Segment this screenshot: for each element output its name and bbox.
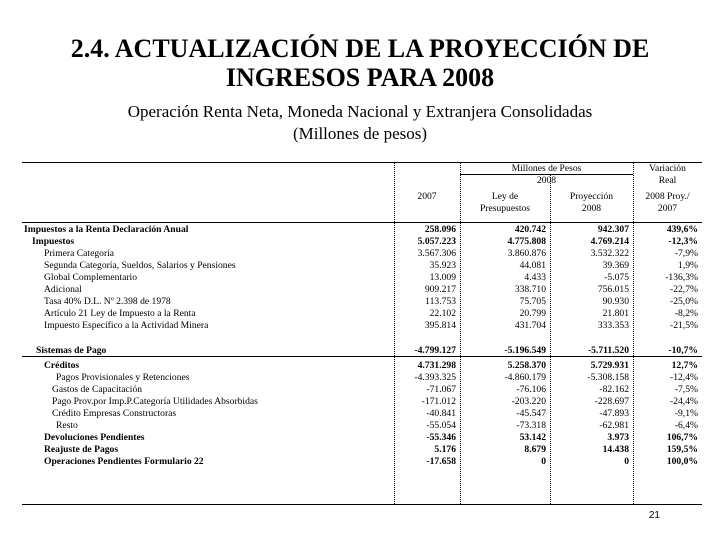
cell-var: -12,4% xyxy=(670,372,698,383)
cell-var: -9,1% xyxy=(674,408,698,419)
header-proy-2: 2008 xyxy=(581,203,602,214)
cell-2007: 4.731.298 xyxy=(417,360,456,371)
table-row xyxy=(22,444,702,456)
row-label: Créditos xyxy=(44,360,80,371)
cell-ley: -5.196.549 xyxy=(504,345,546,356)
row-label: Pagos Provisionales y Retenciones xyxy=(56,372,190,383)
cell-var: 106,7% xyxy=(666,432,698,443)
cell-ley: 44.081 xyxy=(519,260,546,271)
table-row xyxy=(22,345,702,357)
cell-ley: 338.710 xyxy=(514,284,546,295)
row-label: Operaciones Pendientes Formulario 22 xyxy=(44,456,204,467)
cell-2007: 5.176 xyxy=(434,444,456,455)
table-row xyxy=(22,224,702,236)
cell-proy: -5.711.520 xyxy=(587,345,629,356)
cell-var: -8,2% xyxy=(674,308,698,319)
cell-ley: 5.258.370 xyxy=(507,360,546,371)
cell-var: -21,5% xyxy=(670,320,698,331)
cell-proy: 5.729.931 xyxy=(590,360,629,371)
income-table xyxy=(22,162,702,505)
cell-2007: -4.393.325 xyxy=(414,372,456,383)
cell-2007: -17.658 xyxy=(426,456,456,467)
cell-proy: -5.308.158 xyxy=(587,372,629,383)
table-row xyxy=(22,408,702,420)
cell-proy: 14.438 xyxy=(602,444,629,455)
table-row xyxy=(22,248,702,260)
cell-proy: -228.697 xyxy=(594,396,629,407)
cell-ley: 431.704 xyxy=(514,320,546,331)
cell-proy: 942.307 xyxy=(597,224,629,235)
cell-var: -10,7% xyxy=(668,345,698,356)
cell-2007: 35.923 xyxy=(429,260,456,271)
header-var-2: 2007 xyxy=(657,203,678,214)
header-proy-1: Proyección xyxy=(569,191,614,202)
cell-ley: 4.433 xyxy=(524,272,546,283)
cell-2007: -71.067 xyxy=(426,384,456,395)
row-label: Devoluciones Pendientes xyxy=(44,432,145,443)
cell-var: 100,0% xyxy=(666,456,698,467)
header-col-2007: 2007 xyxy=(417,191,437,202)
table-row xyxy=(22,272,702,284)
row-label: Impuestos a la Renta Declaración Anual xyxy=(24,224,189,235)
table-row xyxy=(22,360,702,372)
cell-var: 1,9% xyxy=(678,260,698,271)
header-real: Real xyxy=(658,175,677,186)
row-label: Tasa 40% D.L. Nº 2.398 de 1978 xyxy=(44,296,171,307)
cell-2007: 3.567.306 xyxy=(417,248,456,259)
header-2008: 2008 xyxy=(536,175,557,186)
cell-proy: -62.981 xyxy=(599,420,629,431)
table-row xyxy=(22,372,702,384)
cell-proy: 39.369 xyxy=(602,260,629,271)
cell-ley: 53.142 xyxy=(519,432,546,443)
row-label: Artículo 21 Ley de Impuesto a la Renta xyxy=(44,308,196,319)
header-ley-1: Ley de xyxy=(491,191,519,202)
row-label: Resto xyxy=(56,420,78,431)
page-title-line1: 2.4. ACTUALIZACIÓN DE LA PROYECCIÓN DE xyxy=(70,34,650,63)
cell-var: -24,4% xyxy=(670,396,698,407)
row-label: Pago Prov.por Imp.P.Categoría Utilidades Absorbidas xyxy=(52,396,258,407)
cell-proy: -47.893 xyxy=(599,408,629,419)
row-label: Impuestos xyxy=(32,236,75,247)
cell-ley: -4.860.179 xyxy=(504,372,546,383)
cell-var: -136,3% xyxy=(665,272,698,283)
cell-var: -25,0% xyxy=(670,296,698,307)
cell-var: -22,7% xyxy=(670,284,698,295)
cell-proy: 4.769.214 xyxy=(590,236,629,247)
cell-var: -7,9% xyxy=(674,248,698,259)
cell-2007: -40.841 xyxy=(426,408,456,419)
row-label: Global Complementario xyxy=(44,272,137,283)
cell-ley: 8.679 xyxy=(524,444,546,455)
cell-ley: 4.775.808 xyxy=(507,236,546,247)
header-bottom-rule xyxy=(22,222,702,223)
cell-ley: -73.318 xyxy=(516,420,546,431)
cell-proy: 21.801 xyxy=(602,308,629,319)
cell-2007: 395.814 xyxy=(424,320,456,331)
table-row xyxy=(22,456,702,468)
table-row xyxy=(22,296,702,308)
cell-ley: 75.705 xyxy=(519,296,546,307)
cell-var: -12,3% xyxy=(668,236,698,247)
cell-proy: 3.973 xyxy=(607,432,629,443)
cell-proy: 3.532.322 xyxy=(590,248,629,259)
cell-proy: 90.930 xyxy=(602,296,629,307)
cell-ley: -203.220 xyxy=(511,396,546,407)
header-var-1: 2008 Proy./ xyxy=(645,191,690,202)
row-label: Primera Categoría xyxy=(44,248,115,259)
subtitle-line2: (Millones de pesos) xyxy=(292,124,428,143)
row-label: Impuesto Específico a la Actividad Minera xyxy=(44,320,209,331)
cell-var: -7,5% xyxy=(674,384,698,395)
cell-var: 12,7% xyxy=(671,360,698,371)
cell-var: 159,5% xyxy=(666,444,698,455)
table-row xyxy=(22,320,702,332)
cell-ley: 420.742 xyxy=(514,224,546,235)
cell-2007: 22.102 xyxy=(429,308,456,319)
cell-ley: -45.547 xyxy=(516,408,546,419)
cell-2007: 13.009 xyxy=(429,272,456,283)
cell-ley: 0 xyxy=(541,456,546,467)
table-row xyxy=(22,420,702,432)
subtitle-line1: Operación Renta Neta, Moneda Nacional y Extranjera Consolidadas xyxy=(127,102,593,121)
table-row xyxy=(22,284,702,296)
row-label: Adicional xyxy=(44,284,82,295)
cell-2007: -4.799.127 xyxy=(414,345,456,356)
row-label: Crédito Empresas Constructoras xyxy=(52,408,177,419)
cell-var: -6,4% xyxy=(674,420,698,431)
page-title-line2: INGRESOS PARA 2008 xyxy=(225,63,495,92)
cell-2007: 113.753 xyxy=(425,296,456,307)
cell-var: 439,6% xyxy=(666,224,698,235)
table-row xyxy=(22,260,702,272)
cell-proy: 756.015 xyxy=(597,284,629,295)
cell-2007: -55.346 xyxy=(426,432,456,443)
table-row xyxy=(22,432,702,444)
header-variacion: Variación xyxy=(649,163,686,174)
cell-ley: -76.106 xyxy=(516,384,546,395)
page-number: 21 xyxy=(648,510,660,521)
row-label: Segunda Categoría, Sueldos, Salarios y Pensiones xyxy=(44,260,236,271)
cell-proy: -5.075 xyxy=(604,272,629,283)
cell-ley: 20.799 xyxy=(519,308,546,319)
cell-proy: -82.162 xyxy=(599,384,629,395)
table-row xyxy=(22,396,702,408)
row-label: Sistemas de Pago xyxy=(36,345,107,356)
cell-2007: -171.012 xyxy=(421,396,456,407)
header-millones: Millones de Pesos xyxy=(511,163,582,174)
cell-2007: 5.057.223 xyxy=(417,236,456,247)
row-label: Gastos de Capacitación xyxy=(52,384,143,395)
cell-ley: 3.860.876 xyxy=(507,248,546,259)
row-label: Reajuste de Pagos xyxy=(44,444,119,455)
cell-2007: -55.054 xyxy=(426,420,456,431)
table-row xyxy=(22,384,702,396)
cell-2007: 909.217 xyxy=(424,284,456,295)
cell-proy: 0 xyxy=(624,456,629,467)
cell-proy: 333.353 xyxy=(597,320,629,331)
table-bottom-rule xyxy=(22,504,702,505)
header-ley-2: Presupuestos xyxy=(479,203,531,214)
table-row xyxy=(22,308,702,320)
table-row xyxy=(22,236,702,248)
cell-2007: 258.096 xyxy=(424,224,456,235)
